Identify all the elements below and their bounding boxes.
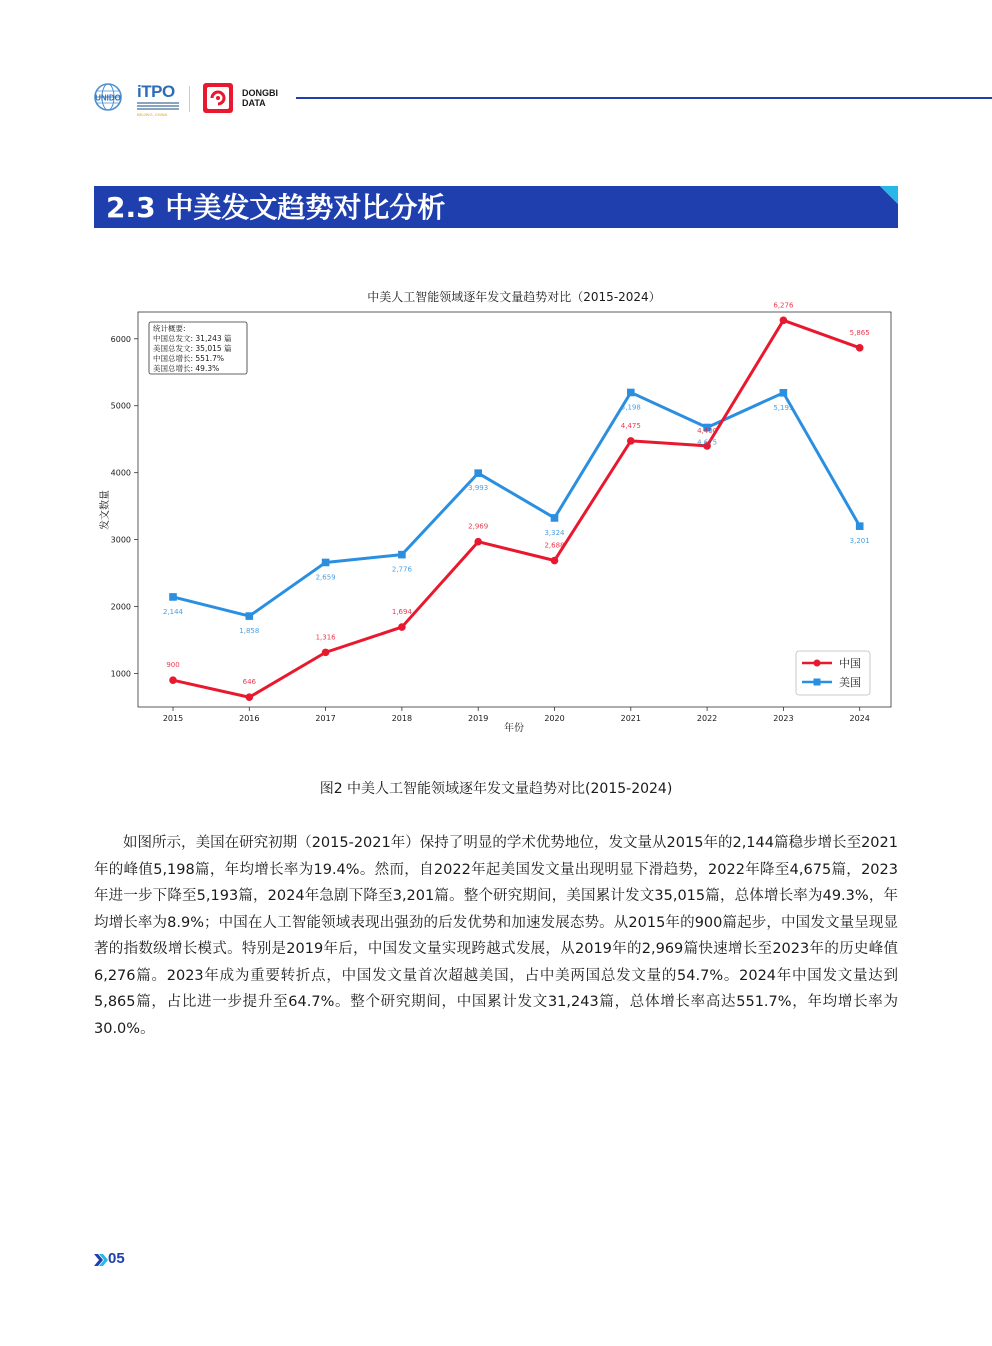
- x-tick-label: 2020: [544, 714, 565, 723]
- data-label-usa: 1,858: [239, 627, 260, 636]
- data-label-china: 900: [166, 661, 180, 670]
- data-point-usa: [474, 469, 482, 477]
- x-tick-label: 2022: [696, 714, 718, 723]
- data-point-china: [169, 676, 177, 684]
- x-tick-label: 2024: [849, 714, 870, 723]
- data-point-usa: [551, 514, 559, 522]
- y-tick-label: 5000: [110, 401, 131, 411]
- data-point-usa: [627, 389, 635, 397]
- itpo-logo-small-lines: [137, 102, 179, 112]
- figure-caption: 图2 中美人工智能领域逐年发文量趋势对比(2015-2024): [319, 781, 673, 797]
- page-number-text: 05: [108, 1250, 125, 1267]
- data-label-china: 646: [242, 678, 256, 687]
- logo-separator: [189, 86, 190, 112]
- summary-line: 美国总增长: 49.3%: [153, 364, 220, 373]
- data-point-usa: [398, 551, 406, 559]
- data-label-china: 5,865: [849, 328, 870, 337]
- summary-line: 中国总发文: 31,243 篇: [153, 334, 232, 343]
- data-point-china: [246, 693, 254, 701]
- data-label-china: 4,475: [620, 421, 641, 430]
- x-tick-label: 2021: [620, 714, 641, 723]
- body-paragraph: 如图所示，美国在研究初期（2015-2021年）保持了明显的学术优势地位，发文量从2015年的2,144篇稳步增长至2021年的峰值5,198篇，年均增长率为19.4%。然而，自2022年起美国发文量出现明显下滑趋势，2022年降至4,675篇，2023年进一步下降至5,193篇，2024年急剧下降至3,201篇。整个研究期间，美国累计发文35,015篇，总体增长率为49.3%，年均增长率为8.9%；中国在人工智能领域表现出强劲的后发优势和加速发展态势。从2015年的900篇起步，中国发文量呈现显著的指数级增长模式。特别是2019年后，中国发文量实现跨越式发展，从2019年的2,969篇快速增长至2023年的历史峰值6,276篇。2023年成为重要转折点，中国发文量首次超越美国，占中美两国总发文量的54.7%。2024年中国发文量达到5,865篇，占比进一步提升至64.7%。整个研究期间，中国累计发文31,243篇，总体增长率高达551.7%，年均增长率为30.0%。: [94, 835, 898, 1037]
- data-label-usa: 2,776: [391, 565, 412, 574]
- data-label-china: 4,400: [697, 426, 718, 435]
- data-label-usa: 4,675: [697, 438, 718, 447]
- summary-line: 美国总发文: 35,015 篇: [153, 344, 232, 353]
- data-label-china: 2,969: [468, 522, 489, 531]
- x-tick-label: 2019: [468, 714, 489, 723]
- plot-area: [138, 312, 891, 707]
- data-point-china: [627, 437, 635, 445]
- data-point-usa: [322, 559, 330, 567]
- x-tick-label: 2017: [315, 714, 336, 723]
- chart-legend: [796, 651, 870, 695]
- data-label-usa: 3,201: [849, 537, 870, 546]
- legend-marker-usa: [814, 679, 821, 686]
- legend-marker-china: [814, 660, 821, 667]
- data-point-china: [322, 649, 330, 657]
- y-tick-label: 6000: [110, 334, 131, 344]
- data-label-usa: 2,144: [162, 607, 184, 616]
- data-label-china: 6,276: [773, 301, 794, 310]
- data-label-usa: 2,659: [315, 573, 336, 582]
- legend-label-china: 中国: [839, 657, 861, 670]
- data-label-usa: 3,993: [468, 484, 489, 493]
- data-point-usa: [246, 612, 254, 620]
- svg-text:UNIDO: UNIDO: [95, 93, 121, 103]
- data-point-china: [551, 557, 559, 565]
- data-label-usa: 5,193: [773, 403, 794, 412]
- itpo-logo-city: BEIJING, CHINA: [137, 112, 168, 117]
- itpo-logo-text: iTPO: [137, 82, 175, 101]
- data-point-china: [398, 623, 406, 631]
- dongbi-logo-line2: DATA: [242, 98, 266, 108]
- x-tick-label: 2016: [239, 714, 260, 723]
- summary-line: 统计概要:: [153, 324, 186, 333]
- x-axis-label: 年份: [504, 723, 524, 734]
- data-point-china: [474, 538, 482, 546]
- chart-title: 中美人工智能领域逐年发文量趋势对比（2015-2024）: [367, 290, 661, 304]
- data-label-usa: 5,198: [620, 403, 641, 412]
- data-label-usa: 3,324: [544, 528, 565, 537]
- x-tick-label: 2018: [391, 714, 413, 723]
- line-chart: [94, 282, 904, 742]
- summary-line: 中国总增长: 551.7%: [153, 354, 225, 363]
- data-label-china: 2,688: [544, 541, 565, 550]
- legend-label-usa: 美国: [839, 676, 861, 689]
- data-point-china: [856, 344, 864, 352]
- y-tick-label: 1000: [110, 669, 131, 679]
- data-point-usa: [856, 522, 864, 530]
- data-label-china: 1,694: [391, 608, 412, 617]
- y-tick-label: 4000: [110, 468, 131, 478]
- dongbi-logo-line1: DONGBI: [242, 88, 278, 98]
- summary-box: [149, 322, 247, 374]
- data-point-usa: [169, 593, 177, 601]
- x-tick-label: 2023: [773, 714, 794, 723]
- data-label-china: 1,316: [315, 633, 336, 642]
- dongbi-logo-text: [242, 88, 278, 108]
- y-axis-label: 发文数量: [100, 490, 111, 530]
- data-point-china: [780, 317, 788, 325]
- dongbi-logo-icon: [202, 82, 234, 114]
- x-tick-label: 2015: [162, 714, 184, 723]
- header-divider: [296, 97, 992, 99]
- body-text: [94, 830, 898, 1042]
- y-tick-label: 3000: [110, 535, 131, 545]
- double-chevron-icon: [94, 1252, 108, 1268]
- section-title: 2.3 中美发文趋势对比分析: [106, 191, 446, 224]
- chart-svg: [94, 282, 904, 742]
- y-tick-label: 2000: [110, 602, 131, 612]
- data-point-usa: [780, 389, 788, 397]
- unido-logo: [93, 82, 129, 112]
- itpo-logo: [137, 82, 177, 116]
